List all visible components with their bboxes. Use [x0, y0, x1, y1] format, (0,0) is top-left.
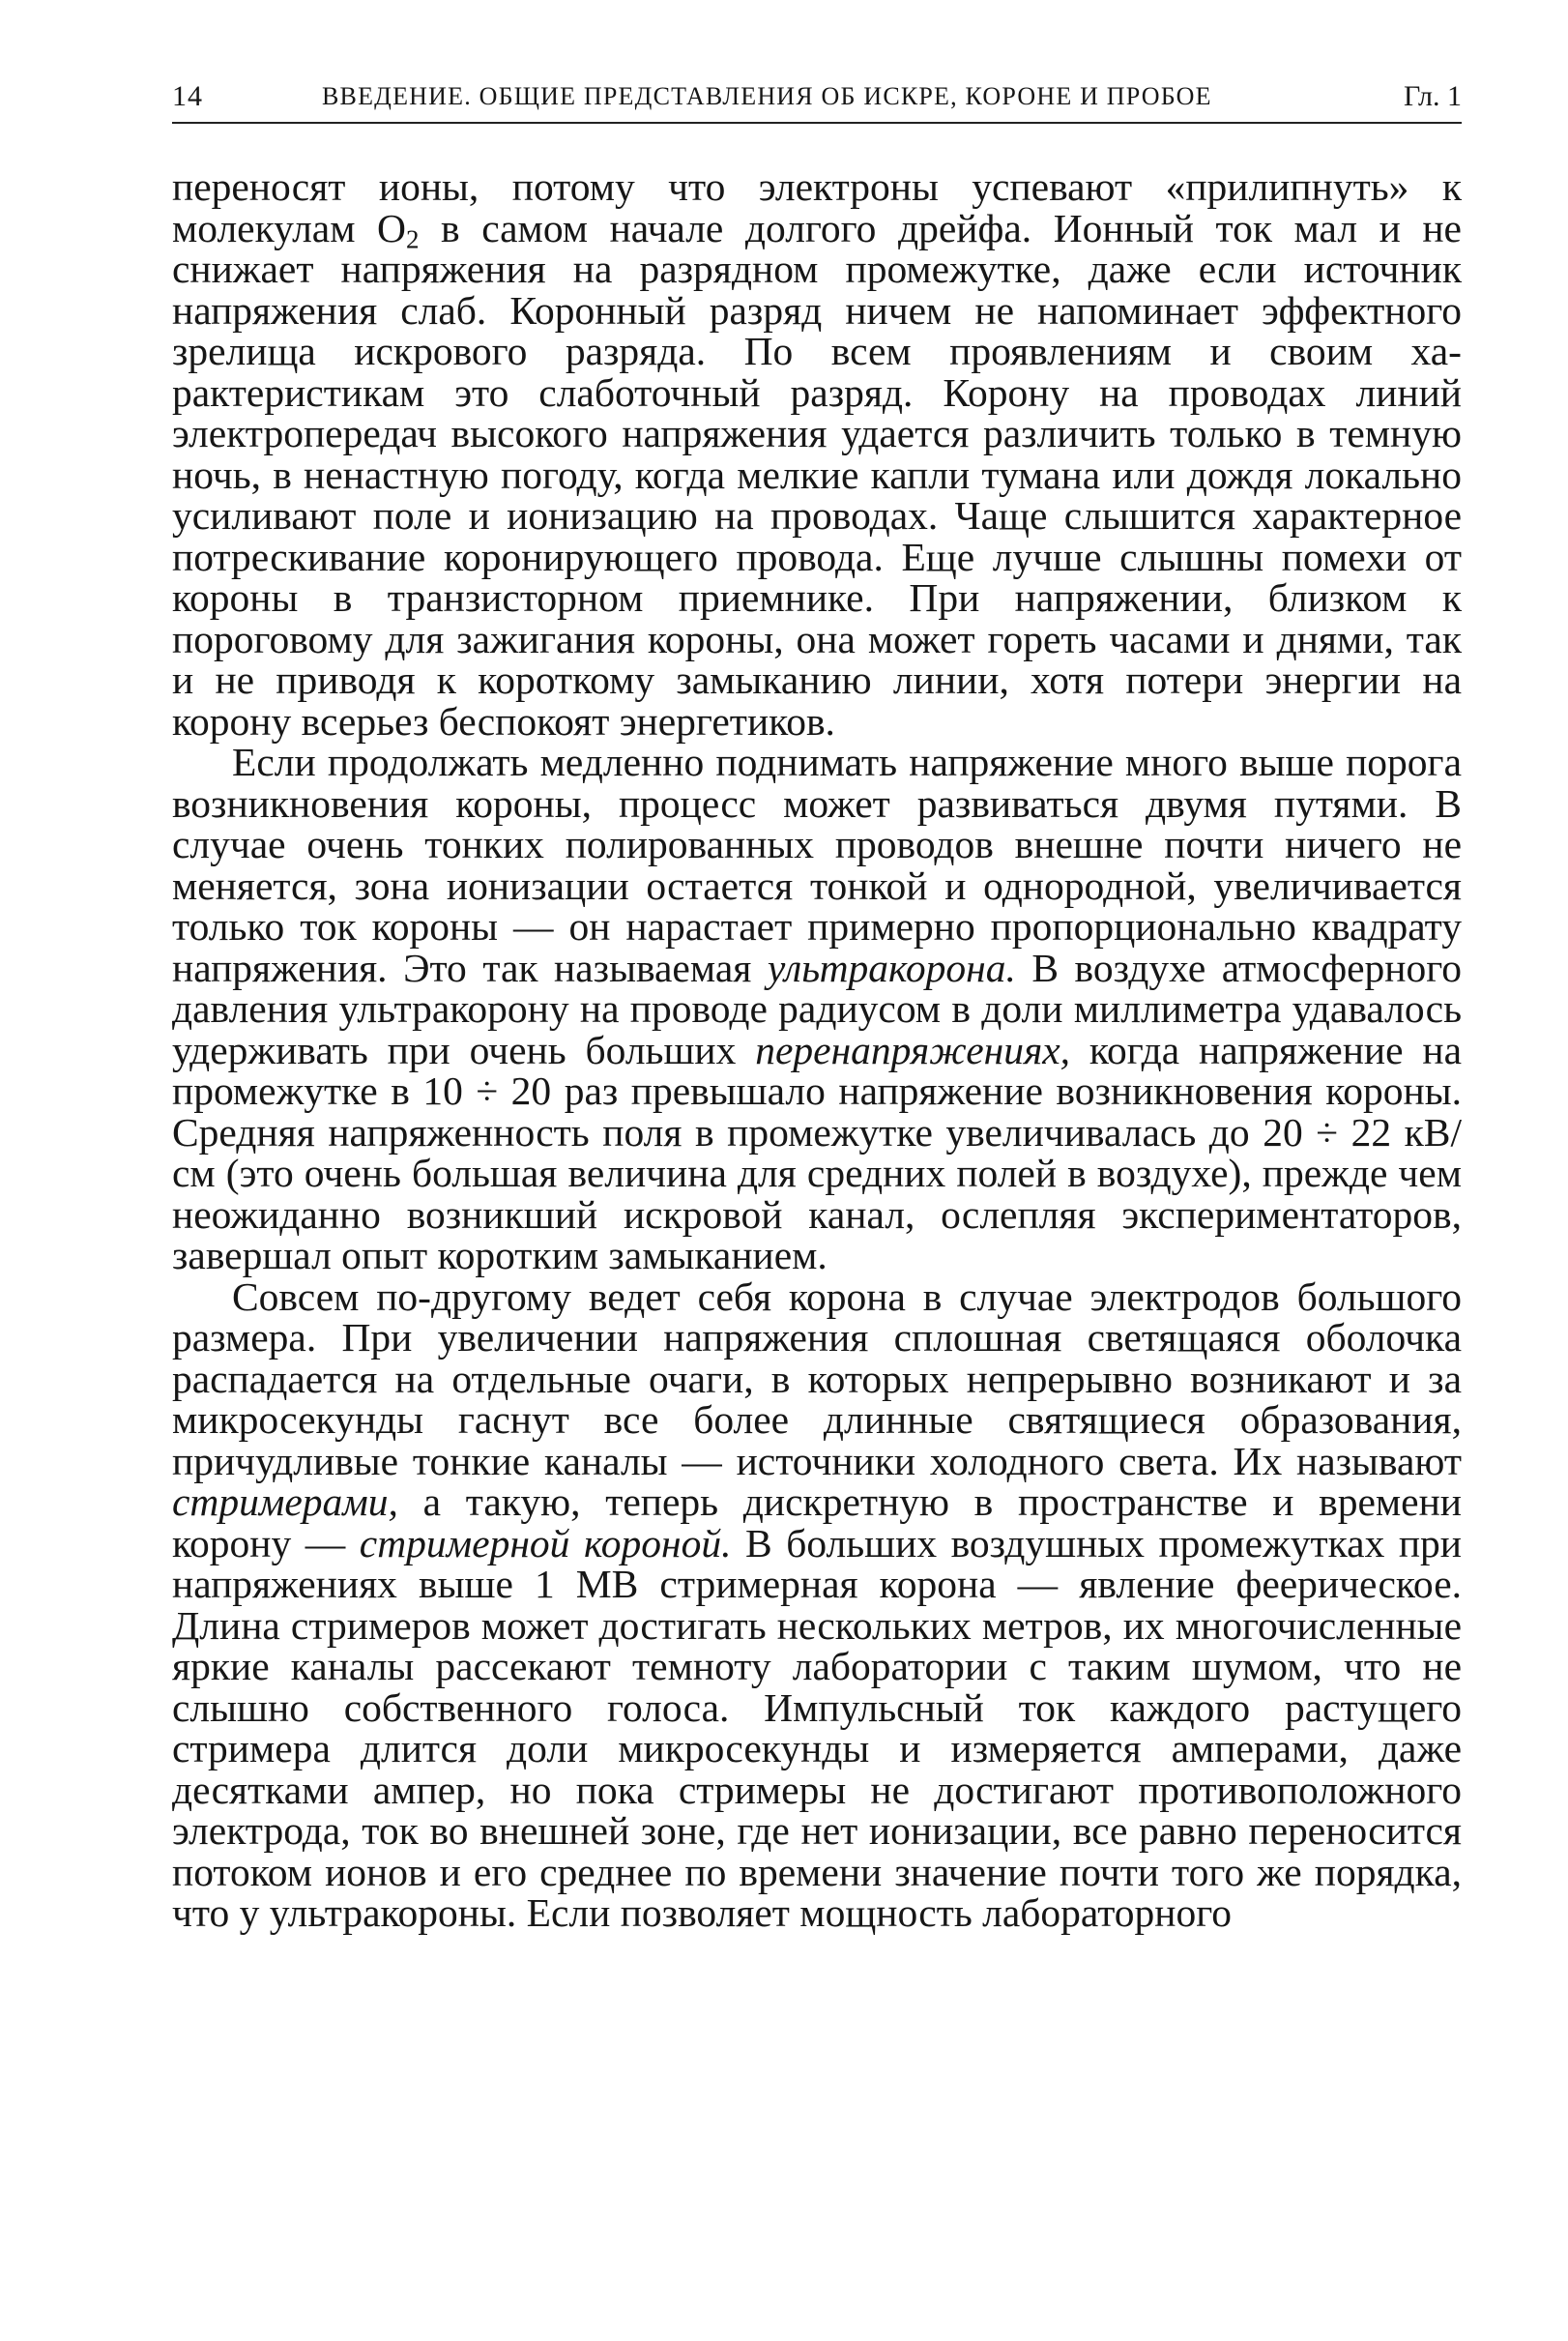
oxygen-subscript: 2	[406, 224, 420, 254]
paragraph-1-text-a: переносят ионы, потому что электроны успевают «прилипнуть» к молекулам O	[172, 164, 1462, 250]
header-rule	[172, 122, 1462, 124]
paragraph-2-text-a: Если продолжать медленно поднимать напряжение много выше порога возникновения короны, процесс может развиваться двумя путями. В случае очень тонких полированных проводов внешне почти ничего не меняется, зона ионизации остается тонкой и однородной, увеличивается только ток короны — он нарастает примерно пропорционально квадрату напряжения. Это так называемая	[172, 740, 1462, 990]
term-streamer-corona: стримерной короной.	[359, 1520, 732, 1566]
paragraph-2-text-c: когда напряжение на промежутке в 10 ÷ 20 раз превышало напряжение возникновения короны. Средняя напряженность поля в промежутке увеличивалась до 20 ÷ 22 кВ/см (это очень большая величина для средних полей в воздухе), прежде чем неожиданно возникший искровой канал, ослепляя экспериментаторов, завершал опыт коротким замыканием.	[172, 1027, 1462, 1277]
running-title: ВВЕДЕНИЕ. ОБЩИЕ ПРЕДСТАВЛЕНИЯ ОБ ИСКРЕ, КОРОНЕ И ПРОБОЕ	[322, 82, 1212, 110]
chapter-label: Гл. 1	[1403, 80, 1462, 112]
paragraph-3-text-c: В больших воздушных промежутках при напряжениях выше 1 МВ стримерная корона — явление феерическое. Длина стримеров может достигать нескольких метров, их многочисленные яркие каналы рассекают темноту лаборатории с таким шумом, что не слышно собственного голоса. Импульсный ток каждого растущего стримера длится доли микросекунды и измеряется амперами, даже десятками ампер, но пока стримеры не достигают противоположного электрода, ток во внешней зоне, где нет ионизации, все равно переносится потоком ионов и его среднее по времени значение почти того же порядка, что у ультракороны. Если позволяет мощность лабораторного	[172, 1520, 1463, 1935]
term-ultracorona: ультракорона.	[767, 945, 1016, 990]
paragraph-1-text-b: в самом начале долгого дрейфа. Ионный ток мал и не снижает напряжения на разрядном промежутке, даже если источник напряжения слаб. Коронный разряд ничем не напоминает эффектного зрелища искрового разряда. По всем проявлениям и своим характеристикам это слаботочный разряд. Корону на проводах линий электропередач высокого напряжения удается различить только в темную ночь, в ненастную погоду, когда мелкие капли тумана или дождя локально усиливают поле и ионизацию на проводах. Чаще слышится характерное потрескивание коронирующего провода. Еще лучше слышны помехи от короны в транзисторном приемнике. При напряжении, близком к пороговому для зажигания короны, она может гореть часами и днями, так и не приводя к короткому замыканию линии, хотя потери энергии на корону всерьез беспокоят энергетиков.	[172, 205, 1462, 744]
paragraph-2-text-b: В воздухе атмосферного давления ультракорону на проводе радиусом в доли миллиметра удавалось удерживать при очень больших	[172, 945, 1462, 1072]
paragraph-1	[172, 166, 1462, 742]
paragraph-3-text-a: Совсем по-другому ведет себя корона в случае электродов большого размера. При увеличении напряжения сплошная светящаяся оболочка распадается на отдельные очаги, в которых непрерывно возникают и за микросекунды гаснут все более длинные святящиеся образования, причудливые тонкие каналы — источники холодного света. Их называют	[172, 1273, 1462, 1483]
running-head	[172, 77, 1462, 116]
term-overvoltages: перенапряжениях,	[755, 1027, 1071, 1072]
page-number: 14	[172, 80, 203, 112]
term-streamers: стримерами,	[172, 1479, 398, 1524]
paragraph-3	[172, 1273, 1463, 1935]
paragraph-3-text-b: а такую, теперь дискретную в пространстве и времени корону —	[172, 1479, 1462, 1566]
paragraph-2	[172, 742, 1462, 1276]
body-text	[172, 166, 1462, 1934]
